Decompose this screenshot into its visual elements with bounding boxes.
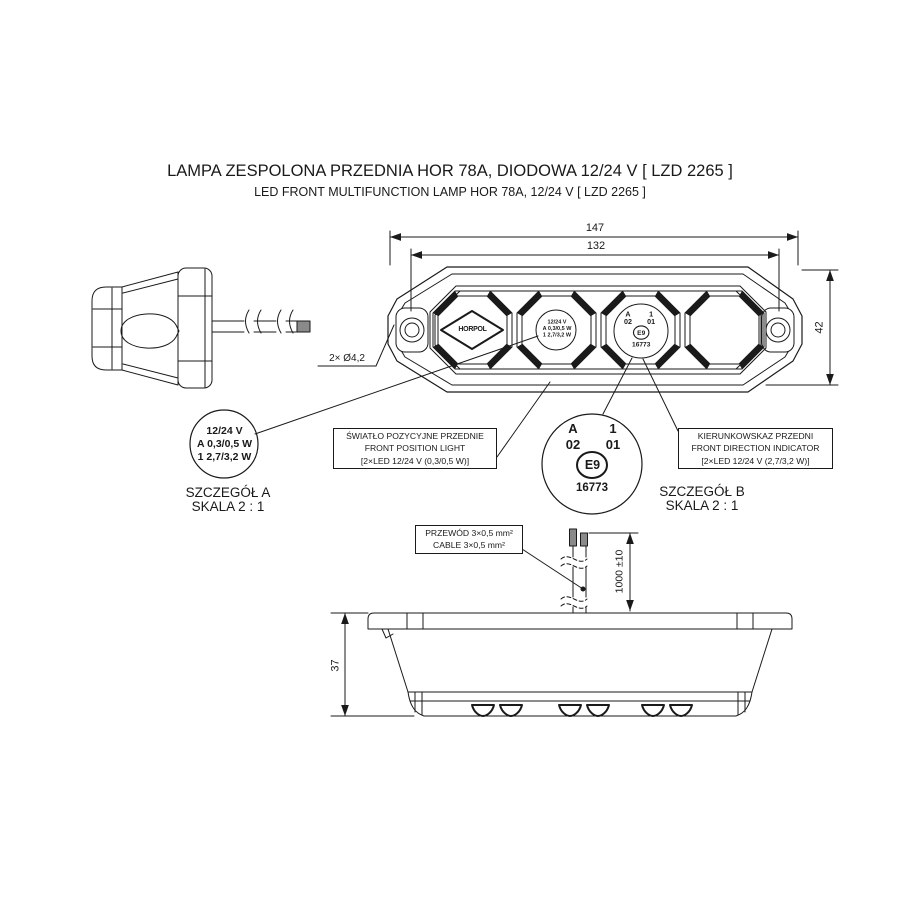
callout-line: FRONT POSITION LIGHT (364, 443, 466, 454)
dim-37-value: 37 (329, 659, 342, 672)
detail-b-bottomright: 01 (605, 437, 621, 452)
callout-line: [2×LED 12/24 V (2,7/3,2 W)] (701, 455, 810, 466)
callout-line: PRZEWÓD 3×0,5 mm² (425, 528, 513, 538)
clip (587, 705, 609, 716)
detail-b-scale: SKALA 2 : 1 (665, 498, 739, 513)
clip (500, 705, 522, 716)
clip (559, 705, 581, 716)
bottom-housing (388, 629, 772, 692)
approval-mark-mini-circle: E9 (633, 325, 650, 339)
detail-b-title: SZCZEGÓŁ B (659, 484, 745, 499)
wire-tip (570, 529, 577, 546)
cable-break-marks (561, 557, 587, 609)
dim-147-value: 147 (585, 222, 605, 234)
detail-b-topright: 1 (609, 421, 617, 436)
dim-mounting-holes-value: 2× Ø4,2 (329, 353, 365, 364)
side-view (92, 268, 310, 388)
callout-line: CABLE 3×0,5 mm² (433, 540, 505, 551)
screw-tab-left (396, 308, 428, 352)
detail-a-text: 12/24 V A 0,3/0,5 W 1 2,7/3,2 W (196, 425, 253, 463)
detail-a-scale: SKALA 2 : 1 (191, 499, 265, 514)
clip (472, 705, 494, 716)
dim-42-value: 42 (813, 321, 826, 334)
clip (642, 705, 664, 716)
dim-cable-length-value: 1000 ±10 (613, 549, 626, 594)
side-view-lens-profile (121, 314, 179, 348)
marking-small-text: 12/24 V A 0,3/0,5 W 1 2,7/3,2 W (542, 319, 572, 338)
callout-line: ŚWIATŁO POZYCYJNE PRZEDNIE (346, 431, 484, 441)
marking-approval-text: A 1 02 01 E9 16773 (624, 310, 656, 348)
callout-cable (415, 525, 523, 554)
bottom-top-band (368, 613, 792, 629)
detail-b-topleft: A (568, 421, 578, 436)
side-view-body (122, 272, 178, 385)
detail-b-approval-number: 16773 (576, 482, 608, 494)
callout-position-light (333, 428, 497, 469)
page-subtitle: LED FRONT MULTIFUNCTION LAMP HOR 78A, 12/24 V [ LZD 2265 ] (254, 185, 646, 199)
dim-132-value: 132 (586, 240, 606, 252)
brand-logo-text: HORPOL (458, 326, 487, 333)
bottom-view (368, 529, 792, 716)
bottom-cable (573, 546, 586, 613)
side-view-flange (178, 268, 212, 388)
side-view-cable (212, 321, 297, 332)
detail-b-bottomleft: 02 (565, 437, 581, 452)
leader-direction-indicator (643, 359, 678, 431)
callout-line: KIERUNKOWSKAZ PRZEDNI (697, 431, 814, 441)
screw-tab-right (762, 308, 794, 352)
leader-position-light (497, 382, 550, 457)
callout-line: FRONT DIRECTION INDICATOR (691, 443, 820, 454)
leader-detail-b (603, 358, 632, 414)
page-title: LAMPA ZESPOLONA PRZEDNIA HOR 78A, DIODOWA 12/24 V [ LZD 2265 ] (167, 162, 733, 180)
leader-cable (522, 549, 583, 589)
detail-a-title: SZCZEGÓŁ A (185, 485, 271, 500)
clip (670, 705, 692, 716)
wire-tip (297, 321, 310, 332)
callout-line: [2×LED 12/24 V (0,3/0,5 W)] (360, 455, 470, 466)
wire-tip (581, 533, 588, 546)
detail-b-approval-mark: E9 (584, 458, 601, 472)
callout-direction-indicator (678, 428, 833, 469)
side-view-cap (92, 287, 122, 370)
